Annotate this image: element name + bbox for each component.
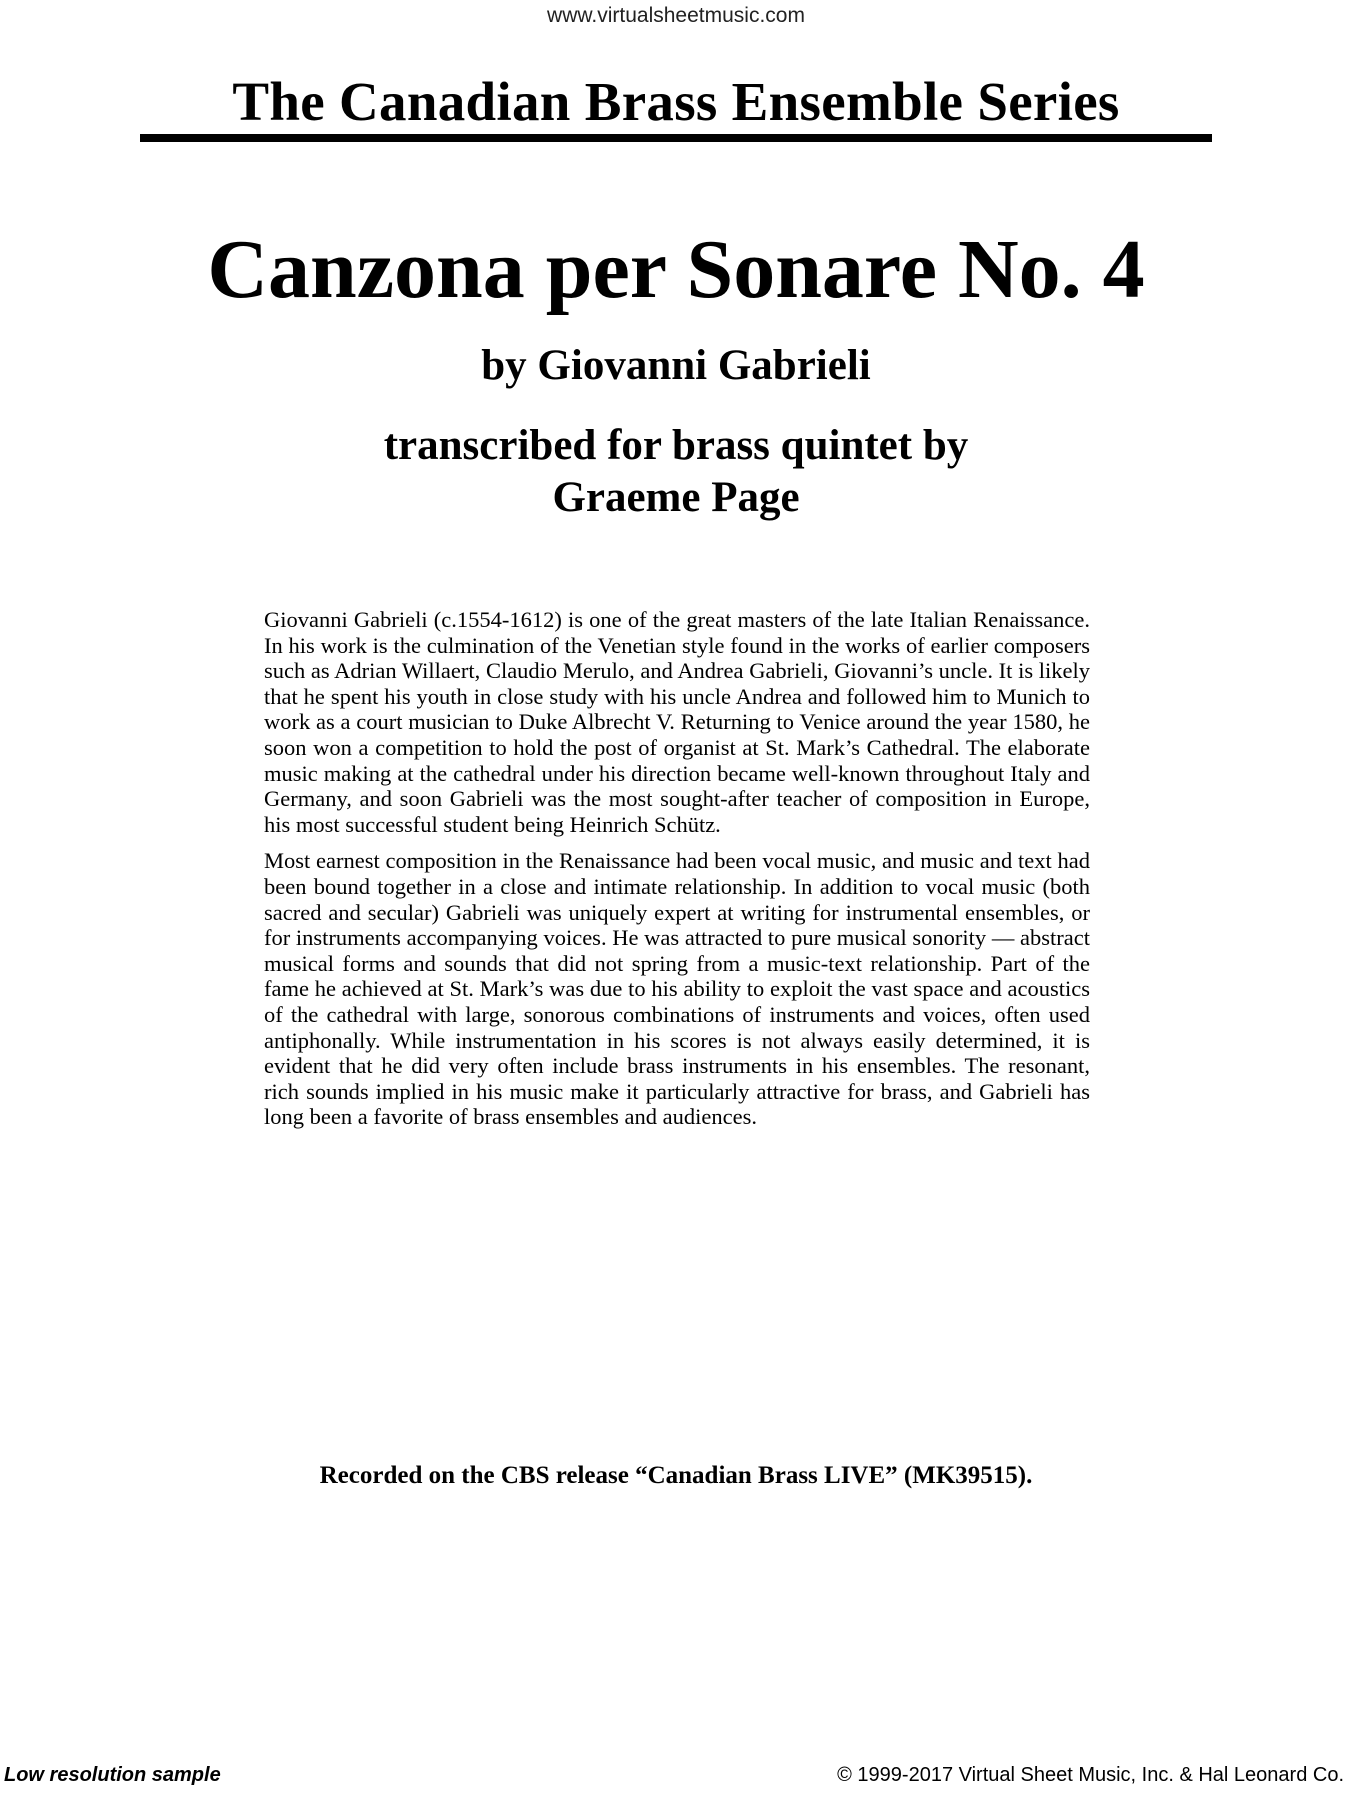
transcriber-name: Graeme Page <box>552 474 800 521</box>
paragraph: Most earnest composition in the Renaissance had been vocal music, and music and text had been bound together in a close and intimate relationship. In addition to vocal music (both sacred and secular) Gabrieli was uniquely expert at writing for instrumental ensembles, or for instruments accompanying voices. He was attracted to pure musical sonority — abstract musical forms and sounds that did not spring from a music-text relationship. Part of the fame he achieved at St. Mark’s was due to his ability to exploit the vast space and acoustics of the cathedral with large, sonorous combinations of instruments and voices, often used antiphonally. While instrumentation in his scores is not always easily determined, it is evident that he did very often include brass instruments in his ensembles. The resonant, rich sounds implied in his music make it particularly attractive for brass, and Gabrieli has long been a favorite of brass ensembles and audiences. <box>264 848 1090 1130</box>
paragraph: Giovanni Gabrieli (c.1554-1612) is one of the great masters of the late Italian Renaissance. In his work is the culmination of the Venetian style found in the works of earlier composers such as Adrian Willaert, Claudio Merulo, and Andrea Gabrieli, Giovanni’s uncle. It is likely that he spent his youth in close study with his uncle Andrea and followed him to Munich to work as a court musician to Duke Albrecht V. Returning to Venice around the year 1580, he soon won a competition to hold the post of organist at St. Mark’s Cathedral. The elaborate music making at the cathedral under his direction became well-known throughout Italy and Germany, and soon Gabrieli was the most sought-after teacher of composition in Europe, his most successful student being Heinrich Schütz. <box>264 607 1090 837</box>
sample-watermark: Low resolution sample <box>4 1764 221 1786</box>
recording-note: Recorded on the CBS release “Canadian Brass LIVE” (MK39515). <box>319 1462 1033 1489</box>
source-url[interactable]: www.virtualsheetmusic.com <box>547 4 805 27</box>
copyright-notice: © 1999-2017 Virtual Sheet Music, Inc. & Hal Leonard Co. <box>837 1764 1344 1786</box>
program-notes <box>264 607 1090 1141</box>
composer-line: by Giovanni Gabrieli <box>481 342 871 389</box>
transcriber-line-1: transcribed for brass quintet by <box>383 422 969 469</box>
series-title-rule <box>140 134 1212 142</box>
transcriber-credit <box>0 420 1352 524</box>
series-title: The Canadian Brass Ensemble Series <box>232 71 1120 132</box>
page-title: Canzona per Sonare No. 4 <box>207 223 1145 316</box>
